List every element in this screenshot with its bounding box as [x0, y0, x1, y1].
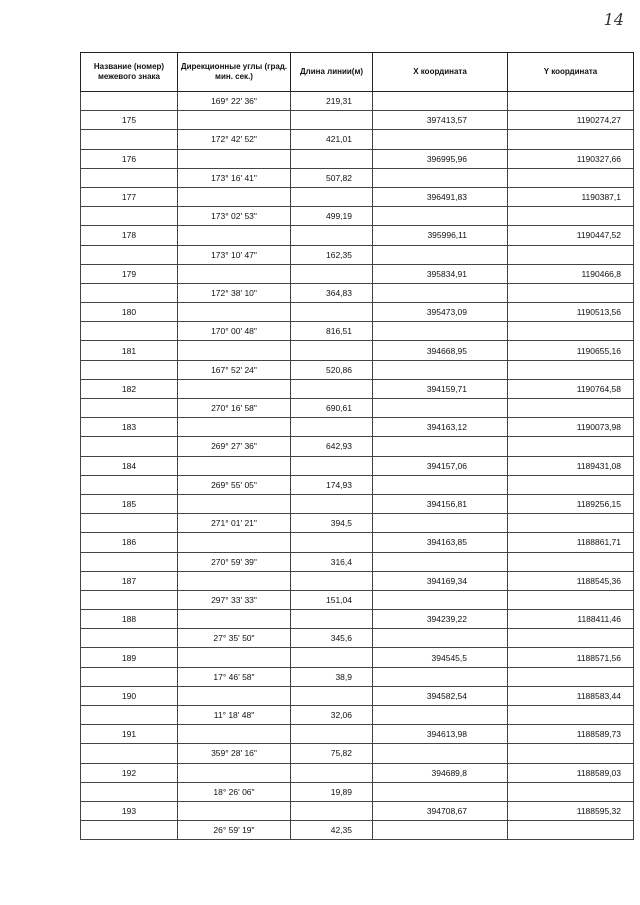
table-row	[81, 610, 634, 629]
cell-point-name: 191	[81, 725, 178, 744]
cell-line-length	[291, 686, 373, 705]
cell-y-coordinate: 1188545,36	[508, 571, 634, 590]
cell-point-name: 176	[81, 149, 178, 168]
cell-line-length: 364,83	[291, 283, 373, 302]
table-row	[81, 149, 634, 168]
cell-point-name: 181	[81, 341, 178, 360]
cell-direction-angle	[178, 686, 291, 705]
cell-line-length	[291, 379, 373, 398]
cell-point-name	[81, 629, 178, 648]
cell-line-length: 520,86	[291, 360, 373, 379]
cell-point-name	[81, 130, 178, 149]
cell-x-coordinate: 394708,67	[373, 801, 508, 820]
table-row	[81, 667, 634, 686]
cell-x-coordinate: 394159,71	[373, 379, 508, 398]
cell-y-coordinate	[508, 399, 634, 418]
cell-point-name: 189	[81, 648, 178, 667]
cell-y-coordinate: 1190655,16	[508, 341, 634, 360]
cell-y-coordinate	[508, 629, 634, 648]
table-row	[81, 456, 634, 475]
cell-point-name	[81, 667, 178, 686]
cell-x-coordinate	[373, 514, 508, 533]
cell-y-coordinate	[508, 130, 634, 149]
cell-x-coordinate: 395834,91	[373, 264, 508, 283]
cell-direction-angle: 11° 18' 48"	[178, 706, 291, 725]
cell-point-name	[81, 437, 178, 456]
cell-y-coordinate: 1190274,27	[508, 111, 634, 130]
cell-x-coordinate	[373, 283, 508, 302]
cell-direction-angle: 359° 28' 16"	[178, 744, 291, 763]
cell-point-name	[81, 821, 178, 840]
cell-point-name	[81, 322, 178, 341]
cell-y-coordinate	[508, 821, 634, 840]
cell-line-length: 642,93	[291, 437, 373, 456]
cell-x-coordinate: 396995,96	[373, 149, 508, 168]
cell-y-coordinate: 1188571,56	[508, 648, 634, 667]
table-row	[81, 821, 634, 840]
cell-line-length: 174,93	[291, 475, 373, 494]
table-row	[81, 322, 634, 341]
cell-point-name	[81, 207, 178, 226]
table-row	[81, 418, 634, 437]
cell-point-name: 187	[81, 571, 178, 590]
cell-direction-angle: 270° 16' 58"	[178, 399, 291, 418]
cell-y-coordinate	[508, 590, 634, 609]
cell-y-coordinate	[508, 667, 634, 686]
cell-line-length	[291, 149, 373, 168]
table-row	[81, 533, 634, 552]
cell-direction-angle: 269° 55' 05"	[178, 475, 291, 494]
table-row	[81, 130, 634, 149]
cell-y-coordinate: 1190513,56	[508, 303, 634, 322]
cell-x-coordinate: 395996,11	[373, 226, 508, 245]
table-row	[81, 399, 634, 418]
cell-point-name	[81, 590, 178, 609]
cell-direction-angle: 270° 59' 39"	[178, 552, 291, 571]
cell-direction-angle	[178, 456, 291, 475]
cell-direction-angle: 173° 16' 41"	[178, 168, 291, 187]
cell-line-length: 32,06	[291, 706, 373, 725]
cell-point-name: 193	[81, 801, 178, 820]
table-row	[81, 514, 634, 533]
cell-point-name	[81, 283, 178, 302]
cell-direction-angle	[178, 763, 291, 782]
cell-point-name	[81, 360, 178, 379]
cell-x-coordinate: 394582,54	[373, 686, 508, 705]
header-y: Y координата	[508, 53, 634, 92]
table-row	[81, 686, 634, 705]
table-row	[81, 264, 634, 283]
cell-x-coordinate: 394613,98	[373, 725, 508, 744]
cell-x-coordinate	[373, 782, 508, 801]
cell-x-coordinate: 397413,57	[373, 111, 508, 130]
table-row	[81, 744, 634, 763]
cell-x-coordinate	[373, 667, 508, 686]
table-row	[81, 648, 634, 667]
cell-x-coordinate	[373, 399, 508, 418]
cell-point-name	[81, 168, 178, 187]
cell-point-name: 185	[81, 494, 178, 513]
cell-point-name: 177	[81, 187, 178, 206]
table-row	[81, 706, 634, 725]
cell-y-coordinate: 1190764,58	[508, 379, 634, 398]
table-header-row	[81, 53, 634, 92]
cell-point-name	[81, 514, 178, 533]
cell-direction-angle: 172° 42' 52"	[178, 130, 291, 149]
cell-y-coordinate: 1190327,66	[508, 149, 634, 168]
cell-point-name: 183	[81, 418, 178, 437]
cell-x-coordinate	[373, 245, 508, 264]
cell-direction-angle	[178, 149, 291, 168]
cell-line-length	[291, 111, 373, 130]
cell-line-length	[291, 187, 373, 206]
cell-direction-angle	[178, 725, 291, 744]
cell-direction-angle	[178, 533, 291, 552]
cell-direction-angle: 18° 26' 06"	[178, 782, 291, 801]
cell-y-coordinate	[508, 283, 634, 302]
cell-direction-angle: 167° 52' 24"	[178, 360, 291, 379]
cell-x-coordinate	[373, 744, 508, 763]
cell-direction-angle	[178, 226, 291, 245]
cell-y-coordinate	[508, 782, 634, 801]
cell-line-length: 75,82	[291, 744, 373, 763]
cell-line-length: 151,04	[291, 590, 373, 609]
cell-direction-angle: 169° 22' 36"	[178, 92, 291, 111]
cell-x-coordinate	[373, 130, 508, 149]
cell-y-coordinate: 1188583,44	[508, 686, 634, 705]
cell-x-coordinate: 394169,34	[373, 571, 508, 590]
cell-y-coordinate: 1190387,1	[508, 187, 634, 206]
cell-line-length	[291, 264, 373, 283]
cell-point-name: 175	[81, 111, 178, 130]
table-row	[81, 303, 634, 322]
cell-point-name	[81, 706, 178, 725]
cell-y-coordinate	[508, 552, 634, 571]
cell-direction-angle: 26° 59' 19"	[178, 821, 291, 840]
cell-direction-angle: 170° 00' 48"	[178, 322, 291, 341]
cell-direction-angle	[178, 303, 291, 322]
cell-point-name: 190	[81, 686, 178, 705]
cell-x-coordinate	[373, 168, 508, 187]
cell-point-name: 179	[81, 264, 178, 283]
cell-x-coordinate: 394163,85	[373, 533, 508, 552]
cell-x-coordinate: 394157,06	[373, 456, 508, 475]
table-row	[81, 379, 634, 398]
table-row	[81, 782, 634, 801]
cell-y-coordinate: 1190073,98	[508, 418, 634, 437]
cell-y-coordinate: 1188589,03	[508, 763, 634, 782]
cell-direction-angle: 297° 33' 33"	[178, 590, 291, 609]
table-row	[81, 111, 634, 130]
cell-direction-angle	[178, 379, 291, 398]
cell-direction-angle: 173° 10' 47"	[178, 245, 291, 264]
cell-direction-angle: 172° 38' 10"	[178, 283, 291, 302]
cell-line-length: 42,35	[291, 821, 373, 840]
cell-line-length: 316,4	[291, 552, 373, 571]
cell-y-coordinate	[508, 744, 634, 763]
cell-y-coordinate: 1188589,73	[508, 725, 634, 744]
cell-direction-angle: 271° 01' 21"	[178, 514, 291, 533]
table-row	[81, 187, 634, 206]
cell-direction-angle	[178, 111, 291, 130]
cell-x-coordinate	[373, 322, 508, 341]
cell-line-length: 162,35	[291, 245, 373, 264]
cell-line-length: 690,61	[291, 399, 373, 418]
cell-x-coordinate	[373, 360, 508, 379]
table-row	[81, 341, 634, 360]
table-row	[81, 571, 634, 590]
cell-line-length	[291, 763, 373, 782]
cell-point-name: 188	[81, 610, 178, 629]
table-row	[81, 475, 634, 494]
cell-y-coordinate	[508, 207, 634, 226]
cell-point-name: 182	[81, 379, 178, 398]
cell-y-coordinate: 1188411,46	[508, 610, 634, 629]
cell-x-coordinate	[373, 437, 508, 456]
cell-y-coordinate: 1190466,8	[508, 264, 634, 283]
cell-line-length: 394,5	[291, 514, 373, 533]
cell-x-coordinate	[373, 629, 508, 648]
cell-line-length	[291, 725, 373, 744]
page-number: 14	[603, 10, 624, 29]
cell-line-length: 816,51	[291, 322, 373, 341]
cell-y-coordinate	[508, 168, 634, 187]
cell-point-name	[81, 744, 178, 763]
cell-direction-angle	[178, 187, 291, 206]
cell-point-name	[81, 475, 178, 494]
table-row	[81, 494, 634, 513]
cell-line-length	[291, 341, 373, 360]
cell-y-coordinate	[508, 245, 634, 264]
cell-direction-angle: 269° 27' 36"	[178, 437, 291, 456]
cell-point-name	[81, 782, 178, 801]
cell-line-length: 499,19	[291, 207, 373, 226]
cell-x-coordinate: 396491,83	[373, 187, 508, 206]
cell-x-coordinate: 394689,8	[373, 763, 508, 782]
cell-point-name: 178	[81, 226, 178, 245]
cell-y-coordinate: 1189431,08	[508, 456, 634, 475]
table-row	[81, 437, 634, 456]
cell-line-length	[291, 533, 373, 552]
table-row	[81, 801, 634, 820]
boundary-points-table	[80, 52, 634, 840]
cell-x-coordinate: 394668,95	[373, 341, 508, 360]
cell-y-coordinate: 1188861,71	[508, 533, 634, 552]
table-body	[81, 92, 634, 840]
table-row	[81, 207, 634, 226]
cell-direction-angle	[178, 494, 291, 513]
cell-line-length: 38,9	[291, 667, 373, 686]
table-row	[81, 283, 634, 302]
cell-x-coordinate: 394545,5	[373, 648, 508, 667]
cell-x-coordinate	[373, 706, 508, 725]
table-row	[81, 226, 634, 245]
header-x: X координата	[373, 53, 508, 92]
cell-point-name: 186	[81, 533, 178, 552]
cell-y-coordinate	[508, 706, 634, 725]
table-row	[81, 763, 634, 782]
cell-x-coordinate: 394239,22	[373, 610, 508, 629]
cell-y-coordinate	[508, 437, 634, 456]
header-length: Длина линии(м)	[291, 53, 373, 92]
cell-y-coordinate	[508, 360, 634, 379]
cell-direction-angle	[178, 610, 291, 629]
table-row	[81, 360, 634, 379]
cell-line-length	[291, 494, 373, 513]
table-row	[81, 168, 634, 187]
cell-x-coordinate: 394156,81	[373, 494, 508, 513]
cell-point-name: 184	[81, 456, 178, 475]
cell-direction-angle	[178, 571, 291, 590]
cell-direction-angle	[178, 418, 291, 437]
cell-x-coordinate: 395473,09	[373, 303, 508, 322]
header-angle: Дирекционные углы (град. мин. сек.)	[178, 53, 291, 92]
cell-direction-angle: 17° 46' 58"	[178, 667, 291, 686]
cell-y-coordinate	[508, 322, 634, 341]
cell-line-length: 345,6	[291, 629, 373, 648]
cell-point-name	[81, 245, 178, 264]
cell-y-coordinate: 1189256,15	[508, 494, 634, 513]
cell-point-name	[81, 399, 178, 418]
table-row	[81, 725, 634, 744]
table-row	[81, 552, 634, 571]
cell-point-name	[81, 552, 178, 571]
table-row	[81, 245, 634, 264]
cell-x-coordinate	[373, 475, 508, 494]
cell-direction-angle	[178, 801, 291, 820]
cell-x-coordinate	[373, 821, 508, 840]
cell-line-length	[291, 648, 373, 667]
cell-y-coordinate	[508, 475, 634, 494]
cell-direction-angle: 173° 02' 53"	[178, 207, 291, 226]
table-row	[81, 92, 634, 111]
cell-direction-angle	[178, 341, 291, 360]
cell-y-coordinate	[508, 514, 634, 533]
cell-line-length: 507,82	[291, 168, 373, 187]
cell-point-name	[81, 92, 178, 111]
cell-direction-angle: 27° 35' 50"	[178, 629, 291, 648]
cell-line-length: 421,01	[291, 130, 373, 149]
cell-line-length	[291, 801, 373, 820]
cell-point-name: 192	[81, 763, 178, 782]
cell-x-coordinate: 394163,12	[373, 418, 508, 437]
cell-x-coordinate	[373, 552, 508, 571]
cell-x-coordinate	[373, 207, 508, 226]
cell-direction-angle	[178, 648, 291, 667]
cell-line-length	[291, 456, 373, 475]
cell-line-length: 19,89	[291, 782, 373, 801]
cell-line-length	[291, 303, 373, 322]
table-row	[81, 629, 634, 648]
cell-y-coordinate: 1188595,32	[508, 801, 634, 820]
cell-line-length	[291, 226, 373, 245]
cell-line-length	[291, 610, 373, 629]
cell-y-coordinate: 1190447,52	[508, 226, 634, 245]
cell-point-name: 180	[81, 303, 178, 322]
cell-y-coordinate	[508, 92, 634, 111]
cell-x-coordinate	[373, 92, 508, 111]
header-name: Название (номер) межевого знака	[81, 53, 178, 92]
cell-line-length	[291, 571, 373, 590]
cell-x-coordinate	[373, 590, 508, 609]
cell-line-length: 219,31	[291, 92, 373, 111]
table-row	[81, 590, 634, 609]
cell-line-length	[291, 418, 373, 437]
cell-direction-angle	[178, 264, 291, 283]
